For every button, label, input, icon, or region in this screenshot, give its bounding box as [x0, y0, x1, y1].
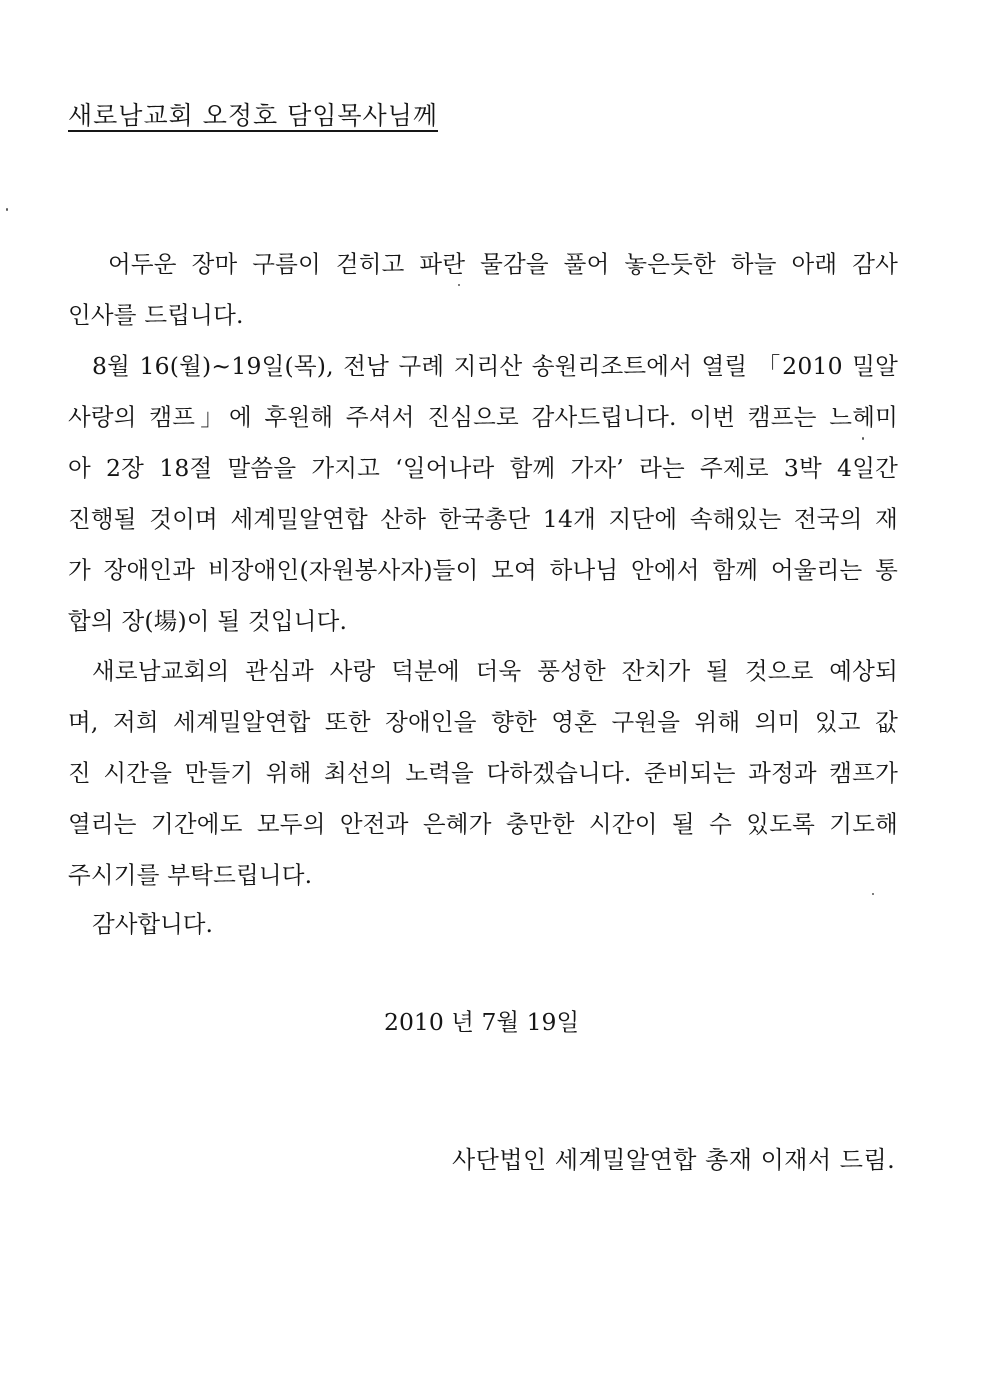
paragraph-2-line-2: 사랑의 캠프」에 후원해 주셔서 진심으로 감사드립니다. 이번 캠프는 느헤미 — [68, 403, 898, 431]
closing-text: 감사합니다. — [92, 910, 213, 938]
paragraph-2-line-3: 아 2장 18절 말씀을 가지고 ‘일어나라 함께 가자’ 라는 주제로 3박 4일간 — [68, 454, 898, 482]
paragraph-3-line-3: 진 시간을 만들기 위해 최선의 노력을 다하겠습니다. 준비되는 과정과 캠프가 — [68, 759, 898, 787]
scan-speck — [6, 208, 8, 211]
paragraph-2-line-4: 진행될 것이며 세계밀알연합 산하 한국총단 14개 지단에 속해있는 전국의 재 — [68, 505, 898, 533]
scan-speck — [458, 284, 460, 286]
scan-speck — [872, 893, 874, 895]
paragraph-1-line-1: 어두운 장마 구름이 걷히고 파란 물감을 풀어 놓은듯한 하늘 아래 감사 — [108, 250, 898, 278]
paragraph-2-line-1: 8월 16(월)~19일(목), 전남 구례 지리산 송원리조트에서 열릴 「2010 밀알 — [92, 352, 898, 380]
paragraph-2-line-6: 합의 장(場)이 될 것입니다. — [68, 607, 348, 635]
recipient-heading: 새로남교회 오정호 담임목사님께 — [68, 101, 438, 130]
paragraph-3-line-4: 열리는 기간에도 모두의 안전과 은혜가 충만한 시간이 될 수 있도록 기도해 — [68, 810, 898, 838]
signature-line: 사단법인 세계밀알연합 총재 이재서 드림. — [452, 1146, 896, 1174]
paragraph-3-line-2: 며, 저희 세계밀알연합 또한 장애인을 향한 영혼 구원을 위해 의미 있고 값 — [68, 708, 898, 736]
paragraph-2-line-5: 가 장애인과 비장애인(자원봉사자)들이 모여 하나님 안에서 함께 어울리는 통 — [68, 556, 898, 584]
paragraph-3-line-5: 주시기를 부탁드립니다. — [68, 861, 313, 889]
scan-speck — [862, 437, 864, 440]
letter-date: 2010 년 7월 19일 — [384, 1008, 580, 1036]
paragraph-3-line-1: 새로남교회의 관심과 사랑 덕분에 더욱 풍성한 잔치가 될 것으로 예상되 — [92, 657, 898, 685]
paragraph-1-line-2: 인사를 드립니다. — [68, 301, 244, 329]
